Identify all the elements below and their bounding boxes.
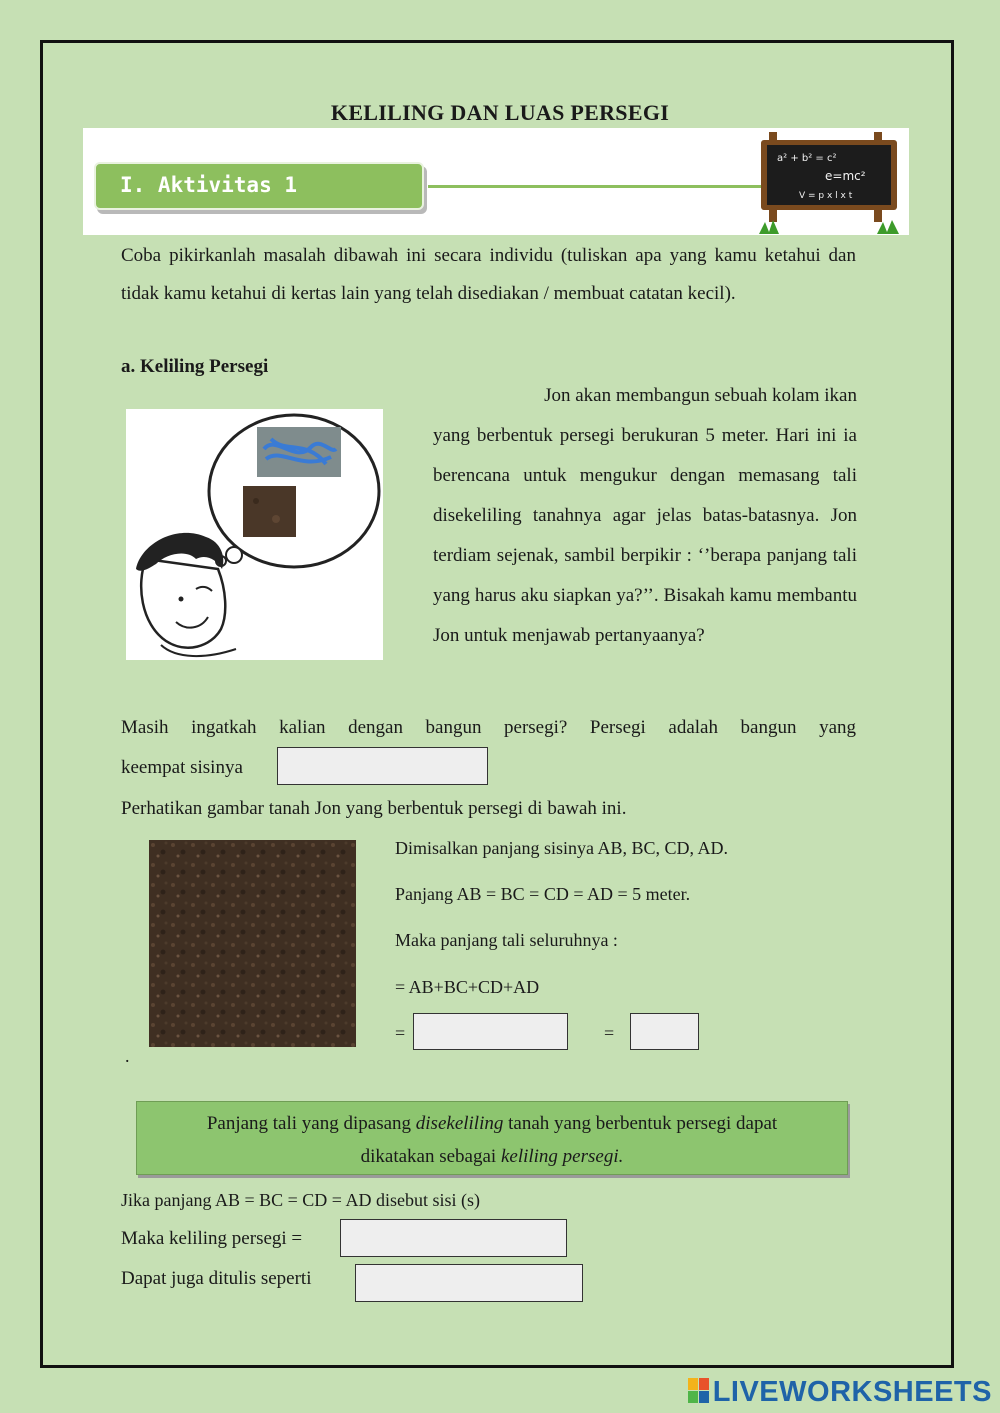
boy-thinking-illustration: [126, 409, 383, 660]
calc-line-4: = AB+BC+CD+AD: [395, 977, 540, 997]
soil-image: [149, 840, 356, 1047]
chalkboard-icon: [759, 128, 909, 235]
answer-box-total[interactable]: [630, 1013, 699, 1050]
subheading-keliling: a. Keliling Persegi: [121, 356, 269, 377]
calc-line-1: Dimisalkan panjang sisinya AB, BC, CD, AD.: [395, 838, 728, 858]
banner-line: [428, 185, 763, 188]
concept-italic-1: disekeliling: [415, 1113, 504, 1134]
rule-line-1: Jika panjang AB = BC = CD = AD disebut sisi (s): [121, 1190, 480, 1210]
observe-line: Perhatikan gambar tanah Jon yang berbentuk persegi di bawah ini.: [121, 798, 627, 819]
answer-box-sum[interactable]: [413, 1013, 568, 1050]
equals-sign-2: =: [604, 1023, 615, 1043]
section-label: I. Aktivitas 1: [120, 173, 298, 197]
rule-line-2: Maka keliling persegi =: [121, 1228, 303, 1249]
logo-text: LIVEWORKSHEETS: [712, 1376, 992, 1408]
concept-text-3: dikatakan sebagai: [360, 1146, 501, 1167]
answer-box-keempat-sisinya[interactable]: [277, 747, 488, 785]
concept-text-1: Panjang tali yang dipasang: [206, 1113, 416, 1134]
section-banner: [83, 128, 909, 235]
story-paragraph: yang berbentuk persegi berukuran 5 meter. Hari ini ia berencana untuk mengukur dengan memasang tali disekeliling tanahnya agar jelas batas-batasnya. Jon terdiam sejenak, sambil berpikir : ‘’berapa panjang tali yang harus aku siapkan ya?’’. Bisakah kamu membantu Jon untuk menjawab pertanyaanya?: [433, 425, 857, 646]
concept-italic-2: keliling persegi.: [500, 1146, 624, 1167]
section-tab: [94, 162, 424, 210]
question-line-1: Masih ingatkah kalian dengan bangun persegi? Persegi adalah bangun yang: [121, 717, 856, 738]
page-title: KELILING DAN LUAS PERSEGI: [330, 100, 670, 125]
equals-sign-1: =: [395, 1023, 406, 1043]
answer-box-keliling[interactable]: [340, 1219, 567, 1257]
concept-text-2: tanah yang berbentuk persegi dapat: [503, 1113, 778, 1134]
concept-box: [136, 1101, 848, 1175]
board-line-2: e=mc²: [825, 169, 866, 183]
answer-box-formula[interactable]: [355, 1264, 583, 1302]
calc-line-3: Maka panjang tali seluruhnya :: [395, 930, 618, 950]
story-first-line: Jon akan membangun sebuah kolam ikan: [544, 385, 857, 406]
logo-mark-icon: [688, 1378, 710, 1404]
calc-line-2: Panjang AB = BC = CD = AD = 5 meter.: [395, 884, 691, 904]
concept-line-2: [137, 1140, 847, 1173]
board-line-3: V = p x l x t: [799, 191, 853, 201]
stray-dot: .: [125, 1046, 130, 1066]
concept-line-1: [137, 1107, 847, 1140]
board-line-1: a² + b² = c²: [777, 153, 837, 164]
rule-line-3: Dapat juga ditulis seperti: [121, 1268, 312, 1289]
intro-paragraph: Coba pikirkanlah masalah dibawah ini secara individu (tuliskan apa yang kamu ketahui dan tidak kamu ketahui di kertas lain yang telah disediakan / membuat catatan kecil).: [121, 245, 856, 304]
question-line-2: keempat sisinya: [121, 757, 243, 778]
liveworksheets-logo: [688, 1376, 992, 1409]
